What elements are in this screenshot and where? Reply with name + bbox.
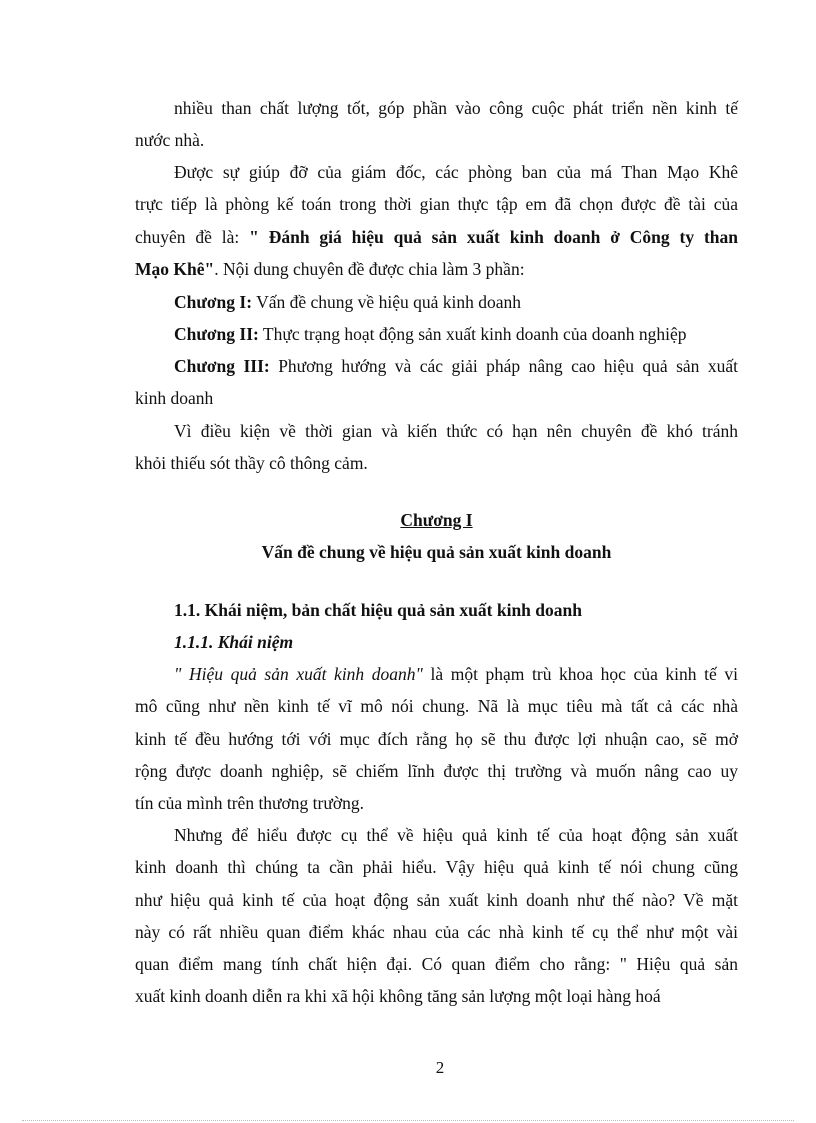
body-p2-line-5: quan điểm mang tính chất hiện đại. Có quan điểm cho rằng: " Hiệu quả sản — [135, 954, 738, 974]
thesis-title-part-1: " Đánh giá hiệu quả sản xuất kinh doanh ở Công ty than — [249, 227, 738, 247]
chapter-title: Chương I — [400, 510, 473, 530]
body-p1-line-1-text: là một phạm trù khoa học của kinh tế vi — [422, 664, 738, 684]
intro-line-6-text: . Nội dung chuyên đề được chia làm 3 phần: — [214, 259, 525, 279]
body-p1-line-5: tín của mình trên thương trường. — [135, 793, 364, 813]
body-p2-line-1: Nhưng để hiểu được cụ thể về hiệu quả kinh tế của hoạt động sản xuất — [174, 825, 738, 845]
chapter-3-label: Chương III: — [174, 356, 270, 376]
intro-line-1: nhiều than chất lượng tốt, góp phần vào công cuộc phát triển nền kinh tế — [174, 98, 738, 118]
body-p2-line-4: này có rất nhiều quan điểm khác nhau của các nhà kinh tế cụ thể như một vài — [135, 922, 738, 942]
closing-line-1: Vì điều kiện về thời gian và kiến thức có hạn nên chuyên đề khó tránh — [174, 421, 738, 441]
body-p2-line-6: xuất kinh doanh diễn ra khi xã hội không tăng sản lượng một loại hàng hoá — [135, 986, 661, 1006]
chapter-3-text: Phương hướng và các giải pháp nâng cao hiệu quả sản xuất — [269, 356, 738, 376]
intro-line-5 — [135, 225, 738, 249]
closing-line-2: khỏi thiếu sót thầy cô thông cảm. — [135, 453, 368, 473]
thesis-title-part-2: Mạo Khê" — [135, 259, 215, 279]
chapter-1-text: Vấn đề chung về hiệu quả kinh doanh — [252, 292, 521, 312]
subsection-heading: 1.1.1. Khái niệm — [174, 632, 294, 652]
chapter-2-item — [174, 322, 686, 346]
body-p1-line-2: mô cũng như nền kinh tế vĩ mô nói chung. Nã là mục tiêu mà tất cả các nhà — [135, 696, 738, 716]
chapter-2-label: Chương II: — [174, 324, 259, 344]
chapter-1-item — [174, 290, 521, 314]
intro-line-2: nước nhà. — [135, 130, 205, 150]
intro-line-6 — [135, 257, 525, 281]
chapter-1-label: Chương I: — [174, 292, 253, 312]
chapter-2-text: Thực trạng hoạt động sản xuất kinh doanh của doanh nghiệp — [258, 324, 687, 344]
intro-line-4: trực tiếp là phòng kế toán trong thời gian thực tập em đã chọn được đề tài của — [135, 194, 738, 214]
quoted-term: " Hiệu quả sản xuất kinh doanh" — [174, 664, 423, 684]
page-number: 2 — [435, 1058, 445, 1077]
body-p1-line-1 — [174, 662, 738, 686]
chapter-subtitle: Vấn đề chung về hiệu quả sản xuất kinh doanh — [261, 542, 612, 562]
body-p2-line-3: như hiệu quả kinh tế của hoạt động sản xuất kinh doanh như thế nào? Về mặt — [135, 890, 738, 910]
chapter-3-item — [174, 354, 738, 378]
body-p1-line-3: kinh tế đều hướng tới với mục đích rằng họ sẽ thu được lợi nhuận cao, sẽ mở — [135, 729, 738, 749]
page-bottom-divider — [22, 1120, 794, 1121]
intro-line-3: Được sự giúp đỡ của giám đốc, các phòng ban của má Than Mạo Khê — [174, 162, 738, 182]
section-heading: 1.1. Khái niệm, bản chất hiệu quả sản xuất kinh doanh — [174, 600, 582, 620]
body-p2-line-2: kinh doanh thì chúng ta cần phải hiểu. Vậy hiệu quả kinh tế nói chung cũng — [135, 857, 738, 877]
body-p1-line-4: rộng được doanh nghiệp, sẽ chiếm lĩnh được thị trường và muốn nâng cao uy — [135, 761, 738, 781]
intro-line-5-text: chuyên đề là: — [135, 227, 250, 247]
chapter-3-continuation: kinh doanh — [135, 388, 214, 408]
